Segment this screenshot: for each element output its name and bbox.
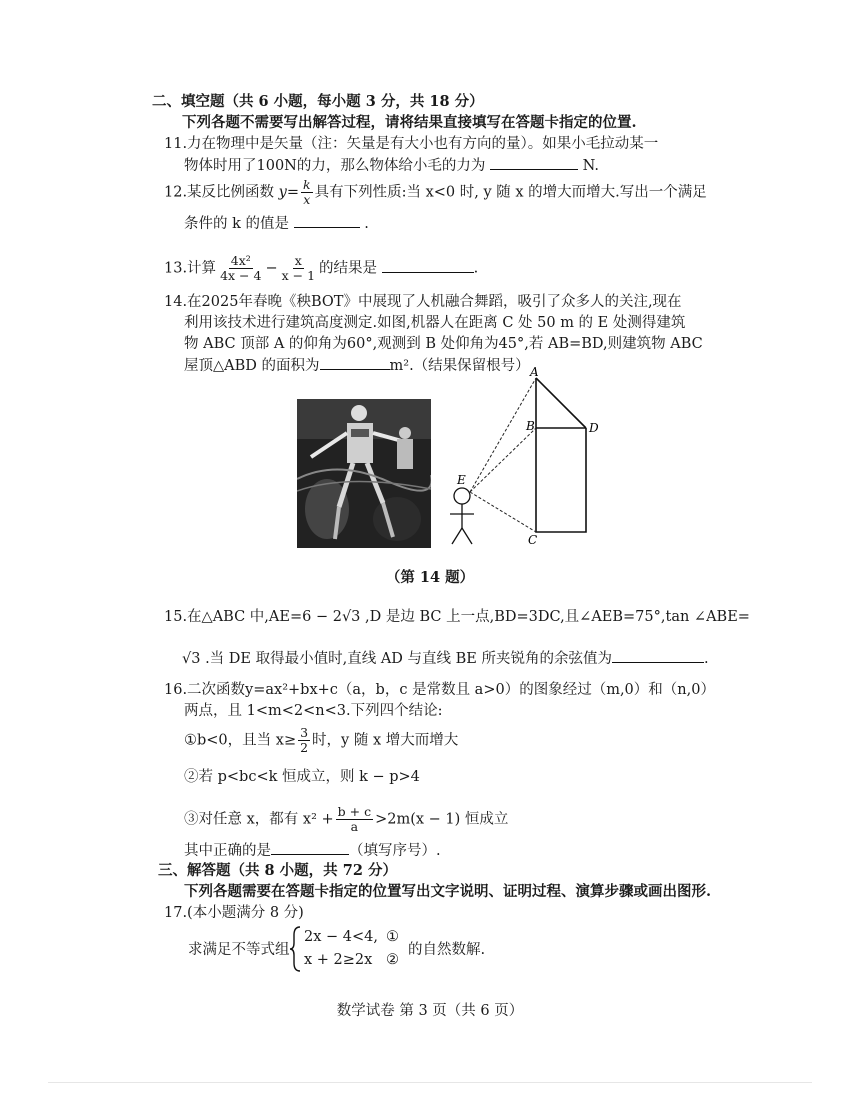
q14-diagram	[440, 366, 620, 556]
robot-figure-icon	[297, 399, 431, 548]
q13-num1: 4x²	[230, 253, 251, 268]
robot-dance-photo	[297, 399, 431, 548]
q13-answer-blank	[382, 258, 474, 273]
q16-answer-blank	[271, 840, 349, 855]
q16-c1-fraction	[298, 726, 310, 755]
q14-line4b: m².（结果保留根号）	[389, 358, 530, 374]
q12-den: x	[303, 192, 311, 207]
q17-ineq2	[304, 950, 372, 970]
q11-text: 物体时用了100N的力，那么物体给小毛的力为	[184, 158, 486, 174]
q11-line2	[184, 155, 599, 176]
q16-c3-fraction	[336, 805, 373, 834]
q15-end: .	[704, 651, 709, 667]
q17-ineq2-text: x + 2≥2x	[304, 952, 373, 968]
q16-answer-prefix: 其中正确的是	[184, 843, 271, 859]
q16-c1-den: 2	[300, 740, 309, 755]
q13-end: .	[473, 260, 479, 277]
label-E: E	[457, 473, 466, 487]
q11-answer-blank	[490, 155, 578, 170]
q13-fraction2	[280, 254, 317, 283]
section3-title: 三、解答题（共 8 小题，共 72 分）	[158, 862, 397, 879]
building-rect	[536, 428, 586, 532]
q11-line1: 11.力在物理中是矢量（注：矢量是有大小也有方向的量）。如果小毛拉动某一	[164, 136, 659, 152]
left-brace-icon	[290, 925, 302, 973]
q16-line2: 两点，且 1<m<2<n<3.下列四个结论:	[184, 703, 443, 719]
q17-mark1: ①	[386, 929, 399, 945]
q12-eq: =	[286, 184, 300, 201]
q12-line2	[184, 213, 369, 234]
q13-prefix: 13.计算	[164, 260, 217, 277]
q16-c1-rest: 时，y 随 x 增大而增大	[312, 732, 459, 749]
q13-fraction1	[218, 254, 263, 283]
q16-conclusion2: ②若 p<bc<k 恒成立，则 k − p>4	[184, 769, 420, 785]
q15-line2	[182, 648, 709, 669]
q16-c3-rest: >2m(x − 1) 恒成立	[375, 811, 509, 828]
section2-title: 二、填空题（共 6 小题，每小题 3 分，共 18 分）	[152, 93, 484, 110]
q16-answer-suffix: （填写序号）.	[349, 843, 441, 859]
q17-prefix: 求满足不等式组	[188, 942, 290, 958]
building-elevation-diagram	[440, 366, 620, 556]
q13-minus: −	[265, 260, 278, 277]
q12-y: y	[278, 184, 287, 201]
segment-AD	[536, 378, 586, 428]
section2-instruction: 下列各题不需要写出解答过程，请将结果直接填写在答题卡指定的位置.	[182, 114, 637, 131]
q16-answer-line	[184, 840, 441, 861]
q15-line2-text: √3 .当 DE 取得最小值时,直线 AD 与直线 BE 所夹锐角的余弦值为	[182, 651, 612, 667]
page-footer: 数学试卷 第 3 页（共 6 页）	[336, 1003, 524, 1019]
q17-ineq1-text: 2x − 4<4,	[304, 929, 378, 945]
q14-answer-blank	[320, 355, 390, 370]
q13-rest: 的结果是	[319, 260, 378, 277]
q16-conclusion1	[184, 726, 458, 755]
q12-rest: 具有下列性质:当 x<0 时, y 随 x 的增大而增大.写出一个满足	[314, 184, 707, 201]
q17-ineq1	[304, 927, 378, 947]
q13-line	[164, 254, 478, 283]
observer-leg-left	[452, 528, 462, 544]
q13-den2: x − 1	[281, 268, 316, 283]
q16-c3-prefix: ③对任意 x，都有 x² +	[184, 811, 334, 828]
observer-leg-right	[462, 528, 472, 544]
q16-c1-prefix: ①b<0，且当 x≥	[184, 732, 297, 749]
q16-line1: 16.二次函数y=ax²+bx+c（a，b，c 是常数且 a>0）的图象经过（m,0）和（n,0）	[164, 682, 715, 698]
q16-c3-den: a	[350, 819, 359, 834]
sight-line-EA	[470, 378, 536, 492]
q14-line1: 14.在2025年春晚《秧BOT》中展现了人机融合舞蹈，吸引了众多人的关注,现在	[164, 294, 682, 310]
q15-line1: 15.在△ABC 中,AE=6 − 2√3 ,D 是边 BC 上一点,BD=3DC,且∠AEB=75°,tan ∠ABE=	[164, 609, 750, 625]
q13-den1: 4x − 4	[220, 268, 262, 283]
label-A: A	[530, 366, 539, 379]
q16-c1-num: 3	[300, 725, 309, 740]
label-B: B	[526, 419, 535, 433]
q13-num2: x	[294, 253, 302, 268]
q12-line1	[164, 178, 707, 207]
q17-suffix: 的自然数解.	[408, 942, 486, 958]
q14-caption: （第 14 题）	[385, 569, 475, 586]
sight-line-EB	[470, 428, 536, 492]
q17-header: 17.(本小题满分 8 分)	[164, 905, 304, 921]
q14-line3: 物 ABC 顶部 A 的仰角为60°,观测到 B 处仰角为45°,若 AB=BD,则建筑物 ABC	[184, 336, 703, 352]
q12-fraction	[301, 178, 313, 207]
label-C: C	[528, 533, 538, 547]
label-D: D	[589, 421, 599, 435]
q12-answer-blank	[294, 213, 360, 228]
observer-head	[454, 488, 470, 504]
q12-num: k	[303, 177, 311, 192]
q12-end: .	[364, 216, 369, 232]
q12-prefix: 12.某反比例函数	[164, 184, 279, 201]
section3-instruction: 下列各题需要在答题卡指定的位置写出文字说明、证明过程、演算步骤或画出图形.	[184, 883, 712, 900]
bottom-divider	[48, 1082, 812, 1083]
q11-unit: N.	[582, 158, 599, 174]
sight-line-EC	[470, 492, 536, 532]
q14-line2: 利用该技术进行建筑高度测定.如图,机器人在距离 C 处 50 m 的 E 处测得建筑	[184, 315, 686, 331]
q14-line4a: 屋顶△ABD 的面积为	[184, 358, 320, 374]
q17-mark2: ②	[386, 952, 399, 968]
q12-line2-text: 条件的 k 的值是	[184, 216, 290, 232]
q15-answer-blank	[612, 648, 704, 663]
q16-conclusion3	[184, 805, 508, 834]
q16-c3-num: b + c	[337, 804, 372, 819]
